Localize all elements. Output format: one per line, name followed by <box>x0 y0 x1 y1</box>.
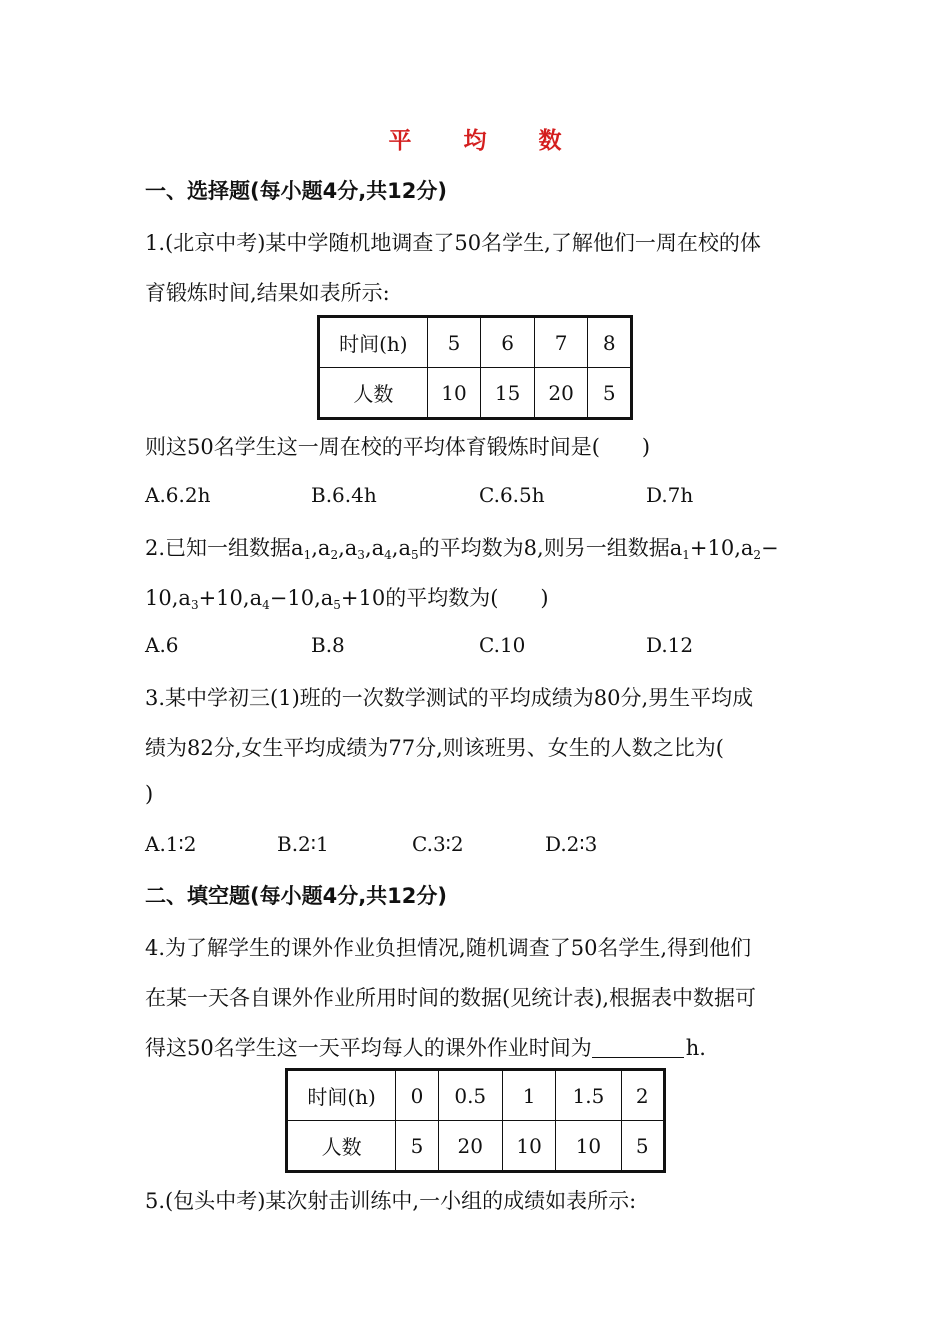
q2-text-line1: 2.已知一组数据$a_1,a_2,a_3,a_4,a_5$的平均数为8,则另一组数据$a_1+10,a_2-$ <box>145 536 779 562</box>
q3-text-line3: ) <box>145 782 154 806</box>
q1-table-header-time: 时间(h) <box>319 317 428 368</box>
q2-option-d: D.12 <box>646 633 694 657</box>
q1-table-cell: 20 <box>534 368 588 419</box>
q1-question: 则这50名学生这一周在校的平均体育锻炼时间是( ) <box>145 435 651 459</box>
q4-text-line1: 4.为了解学生的课外作业负担情况,随机调查了50名学生,得到他们 <box>145 936 752 960</box>
q1-table-header-count: 人数 <box>319 368 428 419</box>
q4-table-header-count: 人数 <box>287 1121 396 1172</box>
q1-table <box>317 315 633 420</box>
q1-option-a: A.6.2h <box>145 483 211 507</box>
q1-table-cell: 7 <box>534 317 588 368</box>
q4-table-cell: 0 <box>396 1070 438 1121</box>
q1-option-b: B.6.4h <box>311 483 377 507</box>
q2-text-line2: $10,a_3+10,a_4-10,a_5+10$的平均数为( ) <box>145 586 549 612</box>
q4-table-cell: 2 <box>621 1070 664 1121</box>
q2-option-b: B.8 <box>311 633 345 657</box>
q4-table-header-time: 时间(h) <box>287 1070 396 1121</box>
answer-blank[interactable] <box>592 1037 684 1058</box>
q1-table-cell: 5 <box>588 368 632 419</box>
q4-text-line3: 得这50名学生这一天平均每人的课外作业时间为 h. <box>145 1036 706 1060</box>
q3-text-line2: 绩为82分,女生平均成绩为77分,则该班男、女生的人数之比为( <box>145 736 724 760</box>
q4-table-cell: 20 <box>438 1121 502 1172</box>
section-heading-choice: 一、选择题(每小题4分,共12分) <box>145 179 448 203</box>
q3-option-c: C.3∶2 <box>412 832 464 856</box>
q4-table-cell: 1.5 <box>556 1070 621 1121</box>
q4-table-cell: 1 <box>502 1070 555 1121</box>
q2-option-a: A.6 <box>145 633 179 657</box>
q4-table-cell: 10 <box>556 1121 621 1172</box>
page-title: 平 均 数 <box>388 127 584 154</box>
q1-table-cell: 5 <box>427 317 481 368</box>
q3-option-d: D.2∶3 <box>545 832 598 856</box>
q4-table-cell: 5 <box>621 1121 664 1172</box>
q1-text-line1: 1.(北京中考)某中学随机地调查了50名学生,了解他们一周在校的体 <box>145 231 761 255</box>
q1-table-cell: 6 <box>481 317 535 368</box>
q4-table-cell: 10 <box>502 1121 555 1172</box>
q1-table-cell: 10 <box>427 368 481 419</box>
q1-option-c: C.6.5h <box>479 483 545 507</box>
q4-text-line2: 在某一天各自课外作业所用时间的数据(见统计表),根据表中数据可 <box>145 986 757 1010</box>
q3-text-line1: 3.某中学初三(1)班的一次数学测试的平均成绩为80分,男生平均成 <box>145 686 754 710</box>
q2-option-c: C.10 <box>479 633 526 657</box>
q4-table <box>285 1068 666 1173</box>
q5-text-line1: 5.(包头中考)某次射击训练中,一小组的成绩如表所示: <box>145 1189 637 1213</box>
q4-table-cell: 5 <box>396 1121 438 1172</box>
q1-table-cell: 15 <box>481 368 535 419</box>
q3-option-a: A.1∶2 <box>145 832 197 856</box>
q1-option-d: D.7h <box>646 483 694 507</box>
q4-table-cell: 0.5 <box>438 1070 502 1121</box>
section-heading-fill: 二、填空题(每小题4分,共12分) <box>145 884 448 908</box>
q1-text-line2: 育锻炼时间,结果如表所示: <box>145 281 390 305</box>
q3-option-b: B.2∶1 <box>277 832 329 856</box>
q1-table-cell: 8 <box>588 317 632 368</box>
